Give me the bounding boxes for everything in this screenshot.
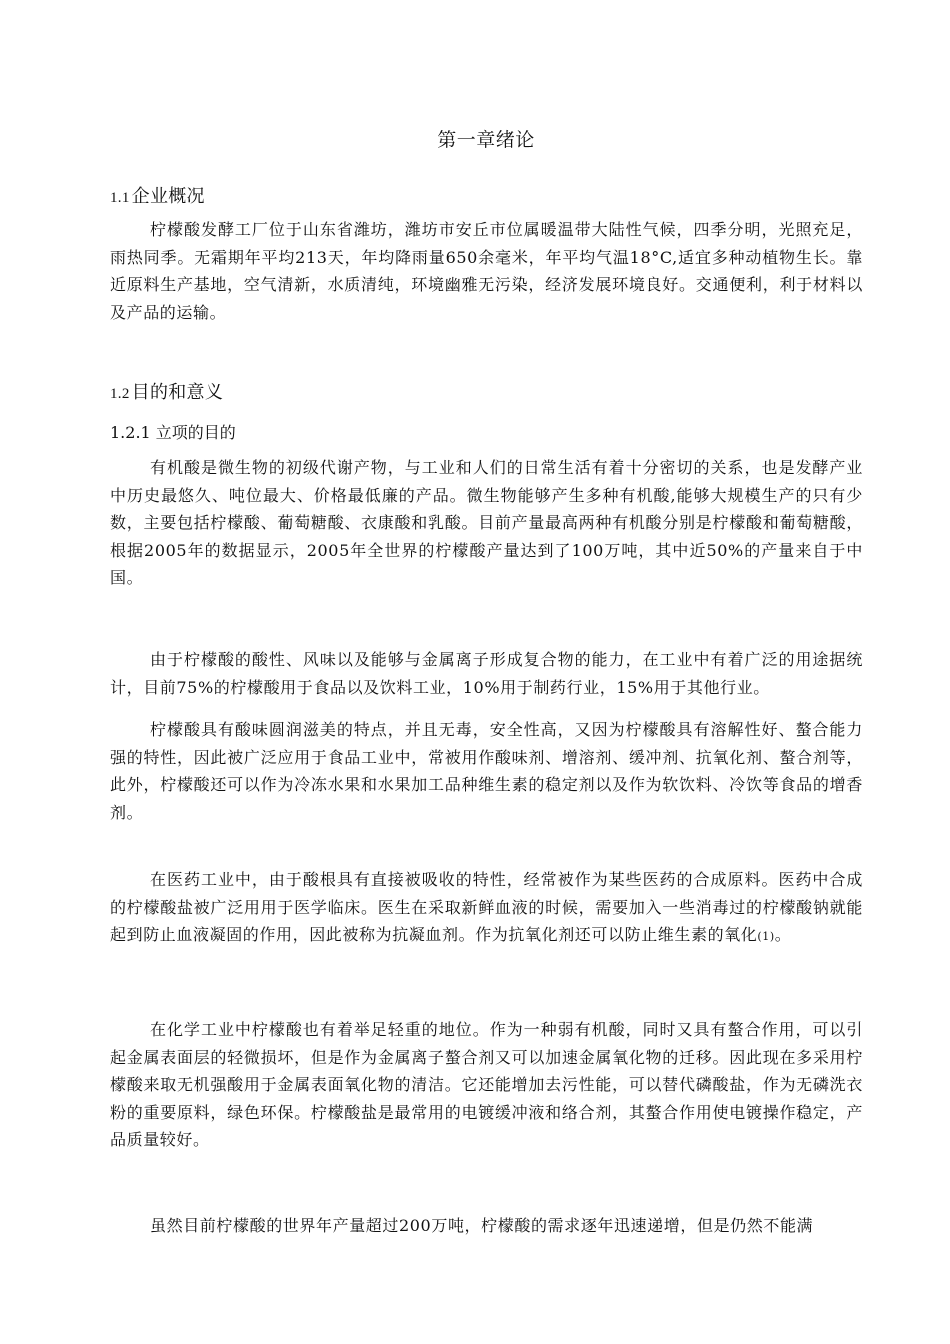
paragraph-food-industry: 柠檬酸具有酸味圆润滋美的特点，并且无毒，安全性高，又因为柠檬酸具有溶解性好、螯合能力强的特性，因此被广泛应用于食品工业中，常被用作酸味剂、增溶剂、缓冲剂、抗氧化剂、螯合剂等，此外，柠檬酸还可以作为冷冻水果和水果加工品种维生素的稳定剂以及作为软饮料、冷饮等食品的增香剂。 xyxy=(110,720,863,822)
paragraph-industrial-use: 由于柠檬酸的酸性、风味以及能够与金属离子形成复合物的能力，在工业中有着广泛的用途据统计，目前75%的柠檬酸用于食品以及饮料工业，10%用于制药行业，15%用于其他行业。 xyxy=(110,650,863,697)
subsection-heading-1-2-1: 1.2.1 立项的目的 xyxy=(110,423,236,442)
paragraph-chemical-industry: 在化学工业中柠檬酸也有着举足轻重的地位。作为一种弱有机酸，同时又具有螯合作用，可以引起金属表面层的轻微损坏，但是作为金属离子螯合剂又可以加速金属氧化物的迁移。因此现在多采用柠檬酸来取无机强酸用于金属表面氧化物的清洁。它还能增加去污性能，可以替代磷酸盐，作为无磷洗衣粉的重要原料，绿色环保。柠檬酸盐是最常用的电镀缓冲液和络合剂，其螯合作用使电镀操作稳定，产品质量较好。 xyxy=(110,1020,863,1149)
section-number: 1.2 xyxy=(110,386,130,402)
section-heading-1-2 xyxy=(110,378,223,404)
paragraph-medical-industry xyxy=(110,866,863,951)
paragraph-company-overview: 柠檬酸发酵工厂位于山东省潍坊，潍坊市安丘市位属暖温带大陆性气候，四季分明，光照充足，雨热同季。无霜期年平均213天，年均降雨量650余毫米，年平均气温18°C,适宜多种动植物生长。靠近原料生产基地，空气清新，水质清纯，环境幽雅无污染，经济发展环境良好。交通便利，利于材料以及产品的运输。 xyxy=(110,220,863,322)
paragraph-medical-text: 在医药工业中，由于酸根具有直接被吸收的特性，经常被作为某些医药的合成原料。医药中合成的柠檬酸盐被广泛用用于医学临床。医生在采取新鲜血液的时候，需要加入一些消毒过的柠檬酸钠就能起到防止血液凝固的作用，因此被称为抗凝血剂。作为抗氧化剂还可以防止维生素的氧化 xyxy=(110,870,863,944)
section-number: 1.1 xyxy=(110,190,130,206)
paragraph-organic-acids: 有机酸是微生物的初级代谢产物，与工业和人们的日常生活有着十分密切的关系，也是发酵产业中历史最悠久、吨位最大、价格最低廉的产品。微生物能够产生多种有机酸,能够大规模生产的只有少数，主要包括柠檬酸、葡萄糖酸、衣康酸和乳酸。目前产量最高两种有机酸分别是柠檬酸和葡萄糖酸，根据2005年的数据显示，2005年全世界的柠檬酸产量达到了100万吨，其中近50%的产量来自于中国。 xyxy=(110,458,863,587)
citation-tail: 。 xyxy=(774,925,792,944)
chapter-title: 第一章绪论 xyxy=(437,129,535,151)
paragraph-world-production: 虽然目前柠檬酸的世界年产量超过200万吨，柠檬酸的需求逐年迅速递增，但是仍然不能满 xyxy=(150,1216,814,1235)
citation-reference: (1) xyxy=(757,930,775,943)
section-title: 目的和意义 xyxy=(131,382,224,403)
section-heading-1-1 xyxy=(110,182,205,208)
section-title: 企业概况 xyxy=(131,186,205,207)
